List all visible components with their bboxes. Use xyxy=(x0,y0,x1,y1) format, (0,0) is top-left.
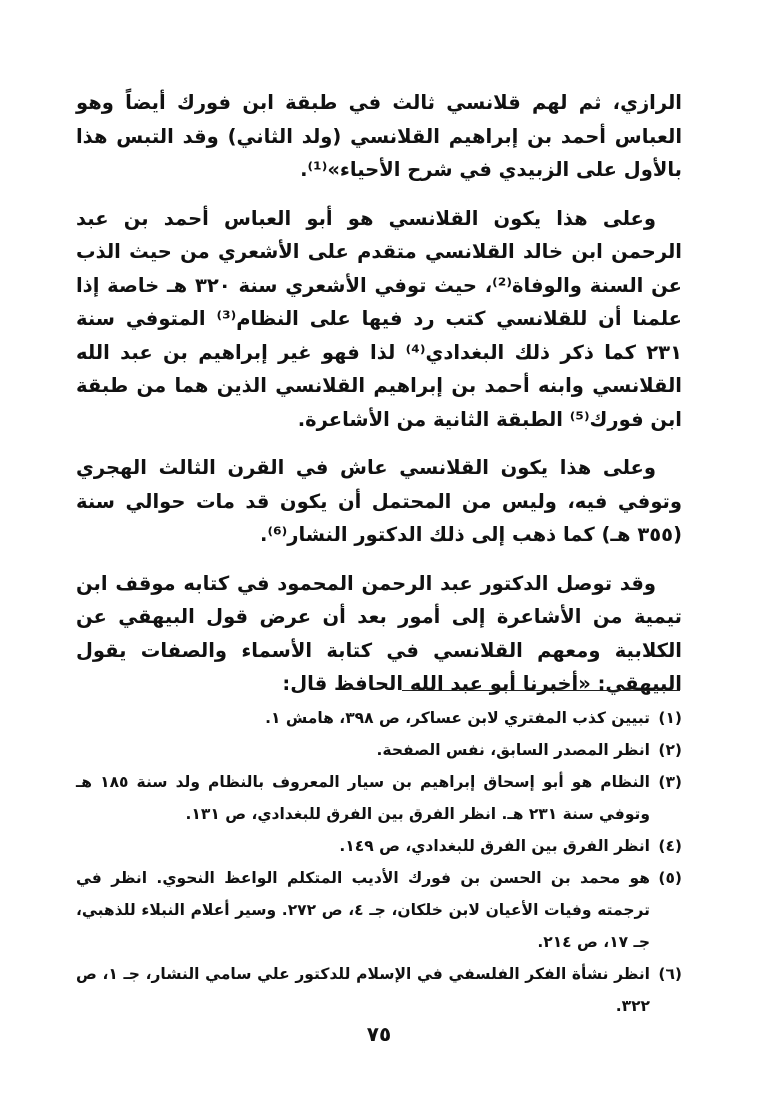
footnote-number: (٤) xyxy=(658,837,682,855)
footnote-text: هو محمد بن الحسن بن فورك الأديب المتكلم الواعظ النحوي. انظر في ترجمته وفيات الأعيان لابن خلكان، جـ ٤، ص ٢٧٢. وسير أعلام النبلاء للذهبي، جـ ١٧، ص ٢١٤. xyxy=(76,869,650,951)
footnote-text: انظر المصدر السابق، نفس الصفحة. xyxy=(376,741,650,759)
footnote-4 xyxy=(76,830,682,862)
footnote-6 xyxy=(76,958,682,1022)
main-text xyxy=(76,86,682,716)
footnote-number: (٢) xyxy=(658,741,682,759)
footnotes xyxy=(76,702,682,1022)
footnote-text: تبيين كذب المفتري لابن عساكر، ص ٣٩٨، هامش ١. xyxy=(265,709,650,727)
footnote-number: (١) xyxy=(658,709,682,727)
footnote-number: (٥) xyxy=(658,869,682,887)
footnote-separator xyxy=(402,690,680,691)
paragraph-1: الرازي، ثم لهم قلانسي ثالث في طبقة ابن فورك أيضاً وهو العباس أحمد بن إبراهيم القلانسي (ولد الثاني) وقد التبس هذا بالأول على الزبيدي في شرح الأحياء»⁽¹⁾. xyxy=(76,91,682,181)
paragraph-4: وقد توصل الدكتور عبد الرحمن المحمود في كتابه موقف ابن تيمية من الأشاعرة إلى أمور بعد أن عرض قول البيهقي عن الكلابية ومعهم القلانسي في كتابة الأسماء والصفات يقول البيهقي: «أخبرنا أبو عبد الله الحافظ قال: xyxy=(76,571,682,695)
paragraph-3: وعلى هذا يكون القلانسي عاش في القرن الثالث الهجري وتوفي فيه، وليس من المحتمل أن يكون قد مات حوالي سنة (٣٥٥ هـ) كما ذهب إلى ذلك الدكتور النشار⁽⁶⁾. xyxy=(76,456,682,546)
footnote-2 xyxy=(76,734,682,766)
footnote-text: انظر نشأة الفكر الفلسفي في الإسلام للدكتور علي سامي النشار، جـ ١، ص ٣٢٢. xyxy=(76,965,650,1015)
footnote-5 xyxy=(76,862,682,958)
paragraph-2: وعلى هذا يكون القلانسي هو أبو العباس أحمد بن عبد الرحمن ابن خالد القلانسي متقدم على الأشعري من حيث الذب عن السنة والوفاة⁽²⁾، حيث توفي الأشعري سنة ٣٢٠ هـ خاصة إذا علمنا أن للقلانسي كتب رد فيها على النظام⁽³⁾ المتوفي سنة ٢٣١ كما ذكر ذلك البغدادي⁽⁴⁾ لذا فهو غير إبراهيم بن عبد الله القلانسي وابنه أحمد بن إبراهيم القلانسي الذين هما من طبقة ابن فورك⁽⁵⁾ الطبقة الثانية من الأشاعرة. xyxy=(76,206,683,431)
footnote-number: (٣) xyxy=(658,773,682,791)
footnote-text: النظام هو أبو إسحاق إبراهيم بن سيار المعروف بالنظام ولد سنة ١٨٥ هـ وتوفي سنة ٢٣١ هـ. انظر الفرق بين الفرق للبغدادي، ص ١٣١. xyxy=(76,773,650,823)
footnote-3 xyxy=(76,766,682,830)
footnote-text: انظر الفرق بين الفرق للبغدادي، ص ١٤٩. xyxy=(339,837,650,855)
footnote-1 xyxy=(76,702,682,734)
footnote-number: (٦) xyxy=(658,965,682,983)
page-number: ٧٥ xyxy=(366,1022,392,1046)
